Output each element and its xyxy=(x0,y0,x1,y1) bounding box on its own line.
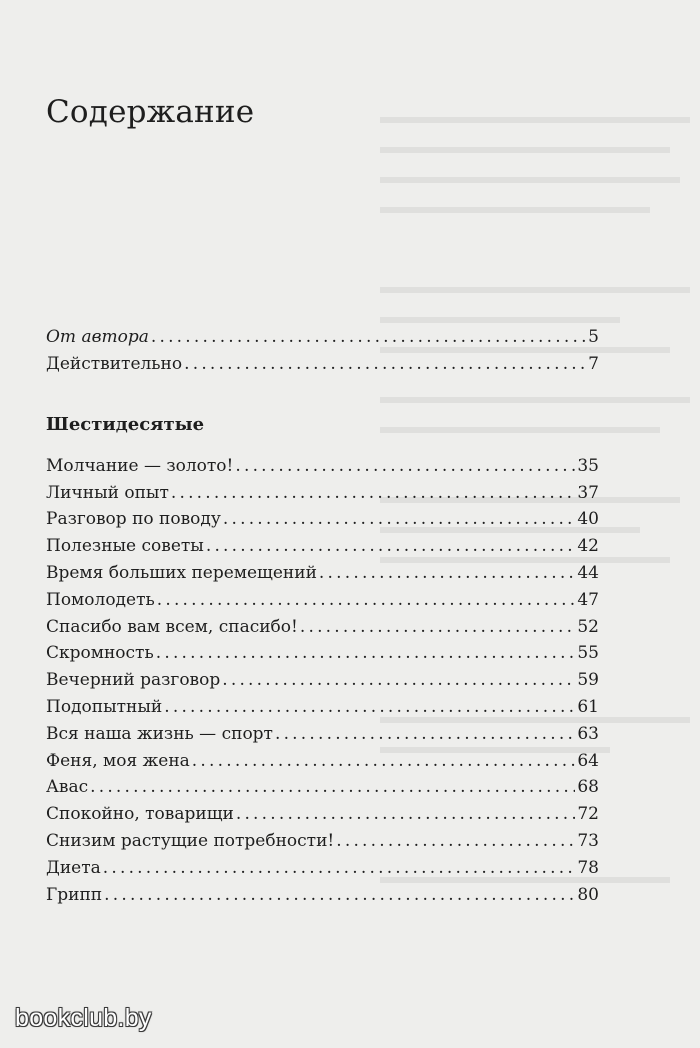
toc-entry-title: Диета xyxy=(46,857,101,878)
toc-entry-title: Грипп xyxy=(46,884,103,905)
toc-entry-page-number: 63 xyxy=(577,723,599,744)
toc-entry xyxy=(46,556,599,583)
toc-entry-page-number: 73 xyxy=(577,830,599,851)
toc-entry xyxy=(46,476,599,503)
dot-leader xyxy=(235,456,575,476)
page-title: Содержание xyxy=(46,94,255,130)
dot-leader xyxy=(184,354,586,374)
dot-leader xyxy=(336,831,575,851)
dot-leader xyxy=(275,724,575,744)
dot-leader xyxy=(192,751,576,771)
intro-toc-list xyxy=(46,320,599,374)
toc-entry-title: Личный опыт xyxy=(46,482,169,503)
dot-leader xyxy=(151,327,586,347)
toc-entry xyxy=(46,347,599,374)
toc-entry xyxy=(46,851,599,878)
toc-entry-page-number: 47 xyxy=(577,589,599,610)
toc-entry xyxy=(46,320,599,347)
dot-leader xyxy=(104,885,575,905)
toc-entry-title: Полезные советы xyxy=(46,536,204,557)
toc-entry-page-number: 68 xyxy=(577,777,599,798)
section-heading: Шестидесятые xyxy=(46,414,205,435)
toc-entry-title: Молчание — золото! xyxy=(46,455,234,476)
toc-entry xyxy=(46,529,599,556)
toc-entry-page-number: 40 xyxy=(577,509,599,530)
toc-entry xyxy=(46,610,599,637)
toc-entry xyxy=(46,744,599,771)
dot-leader xyxy=(300,617,576,637)
toc-entry-page-number: 78 xyxy=(577,857,599,878)
toc-entry xyxy=(46,663,599,690)
toc-entry-title: Феня, моя жена xyxy=(46,750,190,771)
toc-entry-title: Снизим растущие потребности! xyxy=(46,830,335,851)
toc-entry-page-number: 61 xyxy=(577,696,599,717)
toc-entry-page-number: 35 xyxy=(577,455,599,476)
watermark: bookclub.by xyxy=(15,1004,152,1032)
dot-leader xyxy=(157,590,576,610)
dot-leader xyxy=(206,536,576,556)
toc-entry-page-number: 55 xyxy=(577,643,599,664)
dot-leader xyxy=(156,643,576,663)
toc-entry-title: Авас xyxy=(46,777,89,798)
dot-leader xyxy=(171,483,576,503)
dot-leader xyxy=(90,777,575,797)
toc-entry xyxy=(46,797,599,824)
toc-entry-title: Время больших перемещений xyxy=(46,562,317,583)
toc-entry-page-number: 7 xyxy=(588,353,599,374)
toc-entry xyxy=(46,771,599,798)
toc-entry-title: Вечерний разговор xyxy=(46,670,221,691)
dot-leader xyxy=(164,697,575,717)
toc-entry xyxy=(46,690,599,717)
toc-entry-page-number: 44 xyxy=(577,562,599,583)
toc-entry-title: Спокойно, товарищи xyxy=(46,804,234,825)
toc-entry-title: Вся наша жизнь — спорт xyxy=(46,723,273,744)
dot-leader xyxy=(319,563,575,583)
dot-leader xyxy=(236,804,576,824)
toc-entry xyxy=(46,503,599,530)
toc-entry-page-number: 37 xyxy=(577,482,599,503)
dot-leader xyxy=(223,509,575,529)
toc-entry-title: От автора xyxy=(46,326,149,347)
toc-entry-title: Скромность xyxy=(46,643,154,664)
toc-entry xyxy=(46,878,599,905)
toc-entry-page-number: 72 xyxy=(577,804,599,825)
toc-entry-page-number: 42 xyxy=(577,536,599,557)
dot-leader xyxy=(222,670,575,690)
toc-entry-title: Подопытный xyxy=(46,696,163,717)
toc-entry-page-number: 5 xyxy=(588,326,599,347)
toc-entry-page-number: 64 xyxy=(577,750,599,771)
toc-entry-title: Спасибо вам всем, спасибо! xyxy=(46,616,298,637)
toc-entry xyxy=(46,637,599,664)
dot-leader xyxy=(103,858,576,878)
toc-entry xyxy=(46,449,599,476)
toc-entry xyxy=(46,824,599,851)
toc-entry-title: Помолодеть xyxy=(46,589,155,610)
toc-entry xyxy=(46,717,599,744)
toc-entry xyxy=(46,583,599,610)
toc-entry-page-number: 80 xyxy=(577,884,599,905)
toc-entry-page-number: 59 xyxy=(577,670,599,691)
toc-entry-title: Разговор по поводу xyxy=(46,509,221,530)
toc-entry-page-number: 52 xyxy=(577,616,599,637)
toc-entry-title: Действительно xyxy=(46,353,183,374)
section-toc-list xyxy=(46,449,599,905)
